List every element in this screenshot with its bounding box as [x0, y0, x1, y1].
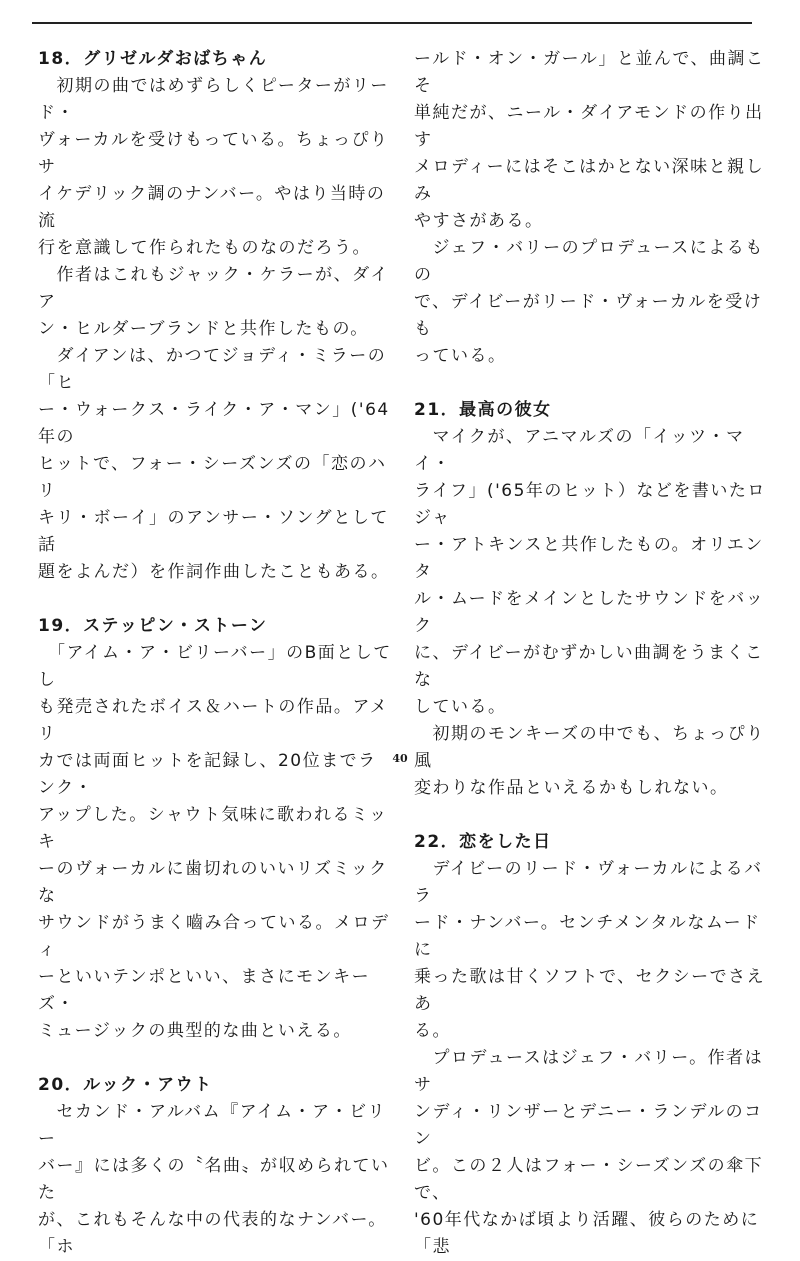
top-rule	[32, 22, 752, 24]
section-18-title: 18．グリゼルダおばちゃん	[38, 49, 268, 69]
section-gap	[38, 586, 394, 613]
section-20-paragraph-1: セカンド・アルバム『アイム・ア・ビリー バー』には多くの〝名曲〟が収められていた が、これもそんな中の代表的なナンバー。「ホ	[38, 1102, 390, 1257]
section-19-paragraph-1: 「アイム・ア・ビリーバー」のB面としてし も発売されたボイス＆ハートの作品。アメリ カでは両面ヒットを記録し、20位までランク・ アップした。シャウト気味に歌われるミッキ ーのヴォーカルに歯切れのいいリズミックな サウンドがうまく嚙み合っている。メロディ ーといいテンポといい、まさにモンキーズ・ ミュージックの典型的な曲といえる。	[38, 643, 392, 1041]
section-gap	[414, 802, 770, 829]
section-21-paragraph-1: マイクが、アニマルズの「イッツ・マイ・ ライフ」('65年のヒット）などを書いたロジャ ー・アトキンスと共作したもの。オリエンタ ル・ムードをメインとしたサウンドをバック に、デイビーがむずかしい曲調をうまくこな している。	[414, 427, 766, 717]
section-19-title: 19．ステッピン・ストーン	[38, 616, 268, 636]
section-18-paragraph-3: ダイアンは、かつてジョディ・ミラーの「ヒ ー・ウォークス・ライク・ア・マン」('64年の ヒットで、フォー・シーズンズの「恋のハリ キリ・ボーイ」のアンサー・ソングとして話 題をよんだ）を作詞作曲したこともある。	[38, 346, 390, 582]
section-20-title: 20．ルック・アウト	[38, 1075, 213, 1095]
section-20-paragraph-2: ジェフ・バリーのプロデュースによるもの で、デイビーがリード・ヴォーカルを受けも っている。	[414, 238, 764, 366]
section-18-paragraph-1: 初期の曲ではめずらしくピーターがリード・ ヴォーカルを受けもっている。ちょっぴりサ イケデリック調のナンバー。やはり当時の流 行を意識して作られたものなのだろう。	[38, 76, 389, 258]
section-21-title: 21．最高の彼女	[414, 400, 552, 420]
page-number: 40	[392, 752, 408, 765]
section-gap	[38, 1045, 394, 1072]
right-column	[414, 46, 770, 1261]
section-18-paragraph-2: 作者はこれもジャック・ケラーが、ダイア ン・ヒルダーブランドと共作したもの。	[38, 265, 389, 339]
section-21-paragraph-2: 初期のモンキーズの中でも、ちょっぴり風 変わりな作品といえるかもしれない。	[414, 724, 765, 798]
left-column	[38, 46, 394, 1261]
section-22-title: 22．恋をした日	[414, 832, 552, 852]
section-gap	[414, 370, 770, 397]
section-22-paragraph-1: デイビーのリード・ヴォーカルによるバラ ード・ナンバー。センチメンタルなムードに 乗った歌は甘くソフトで、セクシーでさえあ る。	[414, 859, 766, 1041]
section-20-continuation: ールド・オン・ガール」と並んで、曲調こそ 単純だが、ニール・ダイアモンドの作り出す メロディーにはそこはかとない深味と親しみ やすさがある。	[414, 49, 765, 231]
section-22-paragraph-2: プロデュースはジェフ・バリー。作者はサ ンディ・リンザーとデニー・ランデルのコン ビ。この２人はフォー・シーズンズの傘下で、 '60年代なかば頃より活躍、彼らのために「悲	[414, 1048, 764, 1257]
